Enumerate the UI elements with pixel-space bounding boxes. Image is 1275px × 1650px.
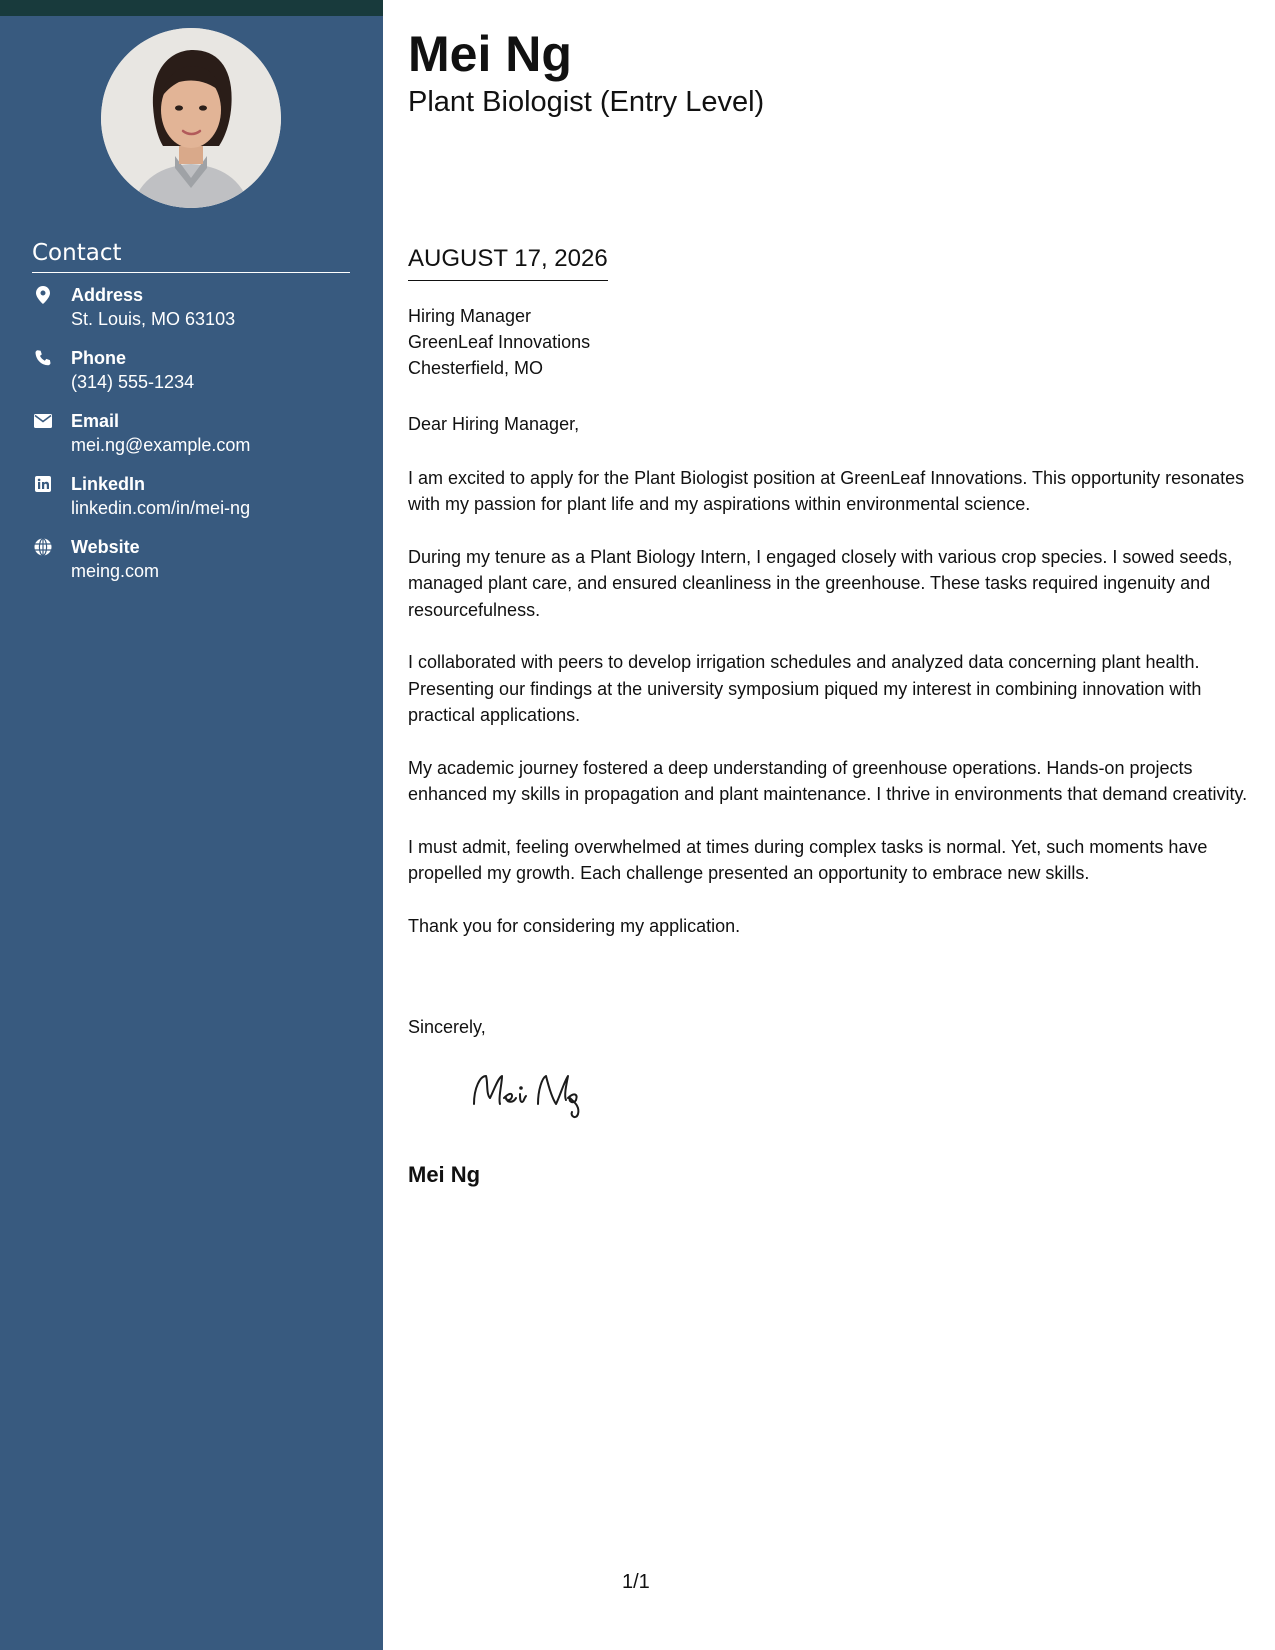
- avatar: [101, 28, 281, 208]
- contact-address: [32, 284, 362, 347]
- envelope-icon: [34, 412, 52, 430]
- recipient-location: Chesterfield, MO: [408, 358, 544, 378]
- job-title: Plant Biologist (Entry Level): [408, 86, 765, 118]
- contact-phone: [32, 347, 362, 410]
- profile-photo: [101, 28, 281, 208]
- salutation: Dear Hiring Manager,: [408, 414, 580, 434]
- contact-value: (314) 555-1234: [71, 372, 195, 392]
- contact-label: Phone: [71, 348, 127, 368]
- recipient-name: Hiring Manager: [408, 306, 532, 326]
- globe-icon: [34, 538, 52, 556]
- contact-heading: Contact: [32, 240, 350, 273]
- recipient-block: [408, 303, 590, 381]
- contact-linkedin: [32, 473, 362, 536]
- letter-content: [408, 411, 1253, 965]
- sidebar: [0, 0, 383, 1650]
- contact-website: [32, 536, 362, 599]
- applicant-name: Mei Ng: [408, 26, 572, 82]
- letter-paragraph: Thank you for considering my application.: [408, 915, 741, 936]
- signer-name: Mei Ng: [408, 1162, 481, 1187]
- letter-paragraph: I must admit, feeling overwhelmed at times during complex tasks is normal. Yet, such moments have propelled my growth. Each challenge presented an opportunity to embrace new skills.: [408, 836, 1208, 883]
- handwritten-signature: [468, 1068, 608, 1125]
- linkedin-icon: [34, 475, 52, 493]
- contact-value: linkedin.com/in/mei-ng: [71, 498, 251, 518]
- letter-paragraph: I collaborated with peers to develop irrigation schedules and analyzed data concerning plant health. Presenting our findings at the university symposium piqued my interest in combining innovation with practical applications.: [408, 652, 1202, 725]
- phone-icon: [34, 349, 52, 367]
- letter-paragraph: During my tenure as a Plant Biology Intern, I engaged closely with various crop species. I sowed seeds, managed plant care, and ensured cleanliness in the greenhouse. These tasks required ingenuity and resourcefulness.: [408, 546, 1233, 620]
- contact-value: mei.ng@example.com: [71, 435, 251, 455]
- contact-label: LinkedIn: [71, 474, 146, 494]
- letter-paragraph: I am excited to apply for the Plant Biologist position at GreenLeaf Innovations. This opportunity resonates with my passion for plant life and my aspirations within environmental science.: [408, 467, 1245, 514]
- page-number: 1/1: [622, 1571, 650, 1593]
- contact-label: Email: [71, 411, 120, 431]
- contact-value: meing.com: [71, 561, 160, 581]
- contact-value: St. Louis, MO 63103: [71, 309, 236, 329]
- closing: Sincerely,: [408, 1017, 486, 1037]
- contact-list: [32, 284, 362, 599]
- contact-label: Address: [71, 285, 144, 305]
- letter-date: AUGUST 17, 2026: [408, 244, 608, 281]
- contact-label: Website: [71, 537, 140, 557]
- recipient-company: GreenLeaf Innovations: [408, 332, 591, 352]
- contact-email: [32, 410, 362, 473]
- sidebar-top-bar: [0, 0, 383, 16]
- map-pin-icon: [34, 286, 52, 304]
- letter-paragraph: My academic journey fostered a deep understanding of greenhouse operations. Hands-on projects enhanced my skills in propagation and plant maintenance. I thrive in environments that demand creativity.: [408, 757, 1248, 804]
